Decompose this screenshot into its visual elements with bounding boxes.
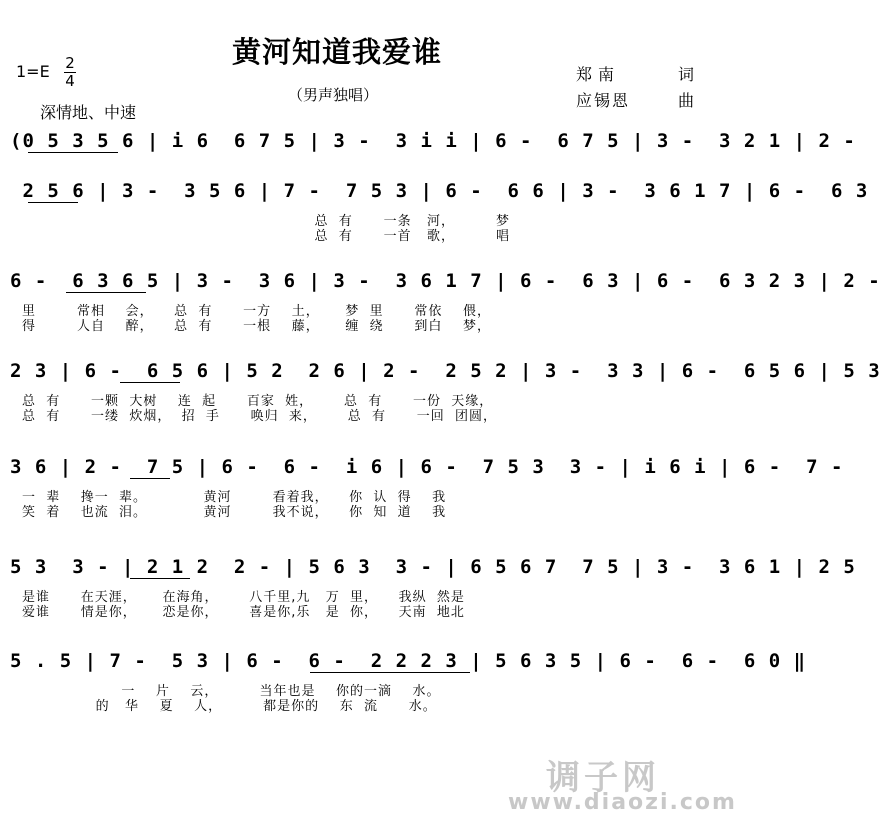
time-signature-bottom: 4 bbox=[65, 72, 75, 90]
time-signature bbox=[64, 56, 76, 89]
lyric-verse-1: 一 辈 搀一 辈。 黄河 看着我， 你 认 得 我 bbox=[22, 490, 447, 505]
song-subtitle: （男声独唱） bbox=[288, 86, 379, 104]
notation-line: 5 . 5 | 7 - 5 3 | 6 - 6 - 2 2 2 3 | 5 6 3 5 | 6 - 6 - 6 0 ‖ bbox=[10, 650, 807, 672]
song-title: 黄河知道我爱谁 bbox=[232, 35, 443, 69]
lyric-verse-2: 得 人自 醉， 总 有 一根 藤， 缠 绕 到白 梦， bbox=[22, 319, 491, 334]
lyric-verse-2: 的 华 夏 人， 都是你的 东 流 水。 bbox=[70, 699, 437, 714]
score-row-6 bbox=[10, 556, 856, 620]
lyric-verse-1: 是谁 在天涯， 在海角， 八千里,九 万 里， 我纵 然是 bbox=[22, 590, 465, 605]
notation-line: 2 5 6 | 3 - 3 5 6 | 7 - 7 5 3 | 6 - 6 6 | 3 - 3 6 1 7 | 6 - 6 3 bbox=[10, 180, 869, 202]
notation-line: 6 - 6 3 6 5 | 3 - 3 6 | 3 - 3 6 1 7 | 6 - 6 3 | 6 - 6 3 2 3 | 2 - bbox=[10, 270, 881, 292]
watermark-site-url: www.diaozi.com bbox=[508, 790, 737, 815]
lyric-verse-1: 总 有 一颗 大树 连 起 百家 姓， 总 有 一份 天缘， bbox=[22, 394, 494, 409]
lyric-verse-1: 一 片 云， 当年也是 你的一滴 水。 bbox=[70, 684, 441, 699]
score-row-4 bbox=[10, 360, 881, 424]
composer-role: 曲 bbox=[678, 91, 701, 110]
lyric-verse-2: 笑 着 也流 泪。 黄河 我不说， 你 知 道 我 bbox=[22, 505, 447, 520]
score-row-5 bbox=[10, 456, 844, 520]
underline bbox=[28, 152, 118, 153]
underline bbox=[130, 478, 170, 479]
score-row-2 bbox=[10, 180, 869, 244]
time-signature-top: 2 bbox=[65, 54, 75, 72]
lyric-verse-2: 总 有 一缕 炊烟， 招 手 唤归 来， 总 有 一回 团圆， bbox=[22, 409, 498, 424]
notation-line: 5 3 3 - | 2 1 2 2 - | 5 6 3 3 - | 6 5 6 7 7 5 | 3 - 3 6 1 | 2 5 bbox=[10, 556, 856, 578]
underline bbox=[130, 578, 190, 579]
score-row-1 bbox=[10, 130, 856, 162]
key-signature: 1=E bbox=[16, 62, 50, 81]
lyricist-name: 郑南 bbox=[576, 65, 621, 84]
notation-line: 2 3 | 6 - 6 5 6 | 5 2 2 6 | 2 - 2 5 2 | 3 - 3 3 | 6 - 6 5 6 | 5 3 bbox=[10, 360, 881, 382]
notation-line: (0 5 3 5 6 | i 6 6 7 5 | 3 - 3 i i | 6 - 6 7 5 | 3 - 3 2 1 | 2 - bbox=[10, 130, 856, 152]
tempo-marking: 深情地、中速 bbox=[40, 103, 137, 122]
lyric-verse-1: 里 常相 会， 总 有 一方 土， 梦 里 常依 偎， bbox=[22, 304, 491, 319]
composer-name: 应锡恩 bbox=[576, 91, 631, 110]
lyricist-role: 词 bbox=[678, 65, 701, 84]
lyric-verse-1: 总 有 一条 河， 梦 bbox=[22, 214, 511, 229]
watermark-site-name: 调子网 bbox=[546, 758, 660, 798]
score-row-3 bbox=[10, 270, 881, 334]
underline bbox=[120, 382, 180, 383]
lyric-verse-2: 总 有 一首 歌， 唱 bbox=[22, 229, 511, 244]
underline bbox=[310, 672, 470, 673]
lyric-verse-2: 爱谁 情是你， 恋是你， 喜是你,乐 是 你， 天南 地北 bbox=[22, 605, 465, 620]
notation-line: 3 6 | 2 - 7 5 | 6 - 6 - i 6 | 6 - 7 5 3 3 - | i 6 i | 6 - 7 - bbox=[10, 456, 844, 478]
underline bbox=[28, 202, 78, 203]
underline bbox=[66, 292, 146, 293]
score-row-7 bbox=[10, 650, 807, 714]
